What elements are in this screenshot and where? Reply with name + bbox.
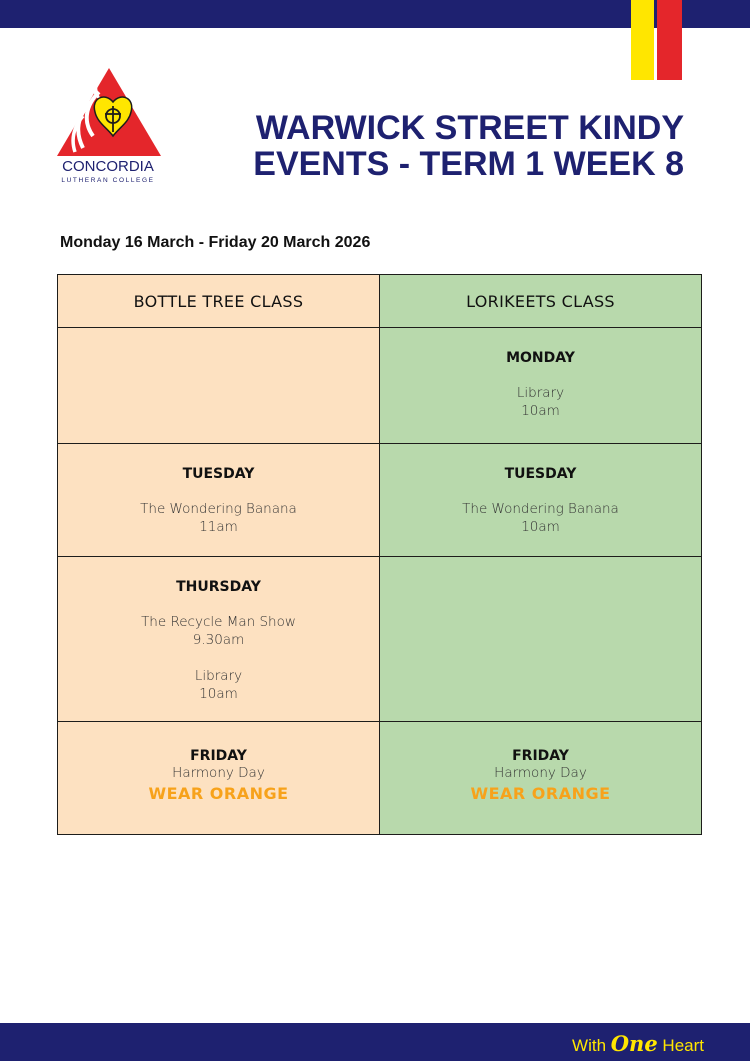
bottle-tree-thursday-cell: [58, 557, 380, 722]
table-header-row: [58, 275, 702, 328]
bottle-tree-empty-cell: [58, 328, 380, 444]
day-label: THURSDAY: [176, 579, 261, 595]
day-label: FRIDAY: [512, 748, 569, 764]
lorikeets-empty-cell: [380, 557, 702, 722]
tagline-after: Heart: [662, 1036, 704, 1055]
concordia-emblem-icon: [55, 62, 163, 158]
column-header-lorikeets: LORIKEETS CLASS: [380, 275, 702, 328]
tagline-before: With: [572, 1036, 607, 1055]
table-row: [58, 444, 702, 557]
day-label: TUESDAY: [504, 466, 577, 482]
tagline: [572, 1031, 704, 1056]
table-row: [58, 328, 702, 444]
wear-orange-note: WEAR ORANGE: [470, 784, 611, 803]
title-line-1: WARWICK STREET KINDY: [255, 109, 684, 147]
lorikeets-tuesday-cell: [380, 444, 702, 557]
wear-orange-note: WEAR ORANGE: [148, 784, 289, 803]
yellow-stripe: [631, 0, 654, 80]
title-line-2: EVENTS - TERM 1 WEEK 8: [253, 145, 684, 183]
table-row: [58, 557, 702, 722]
bottle-tree-friday-cell: [58, 722, 380, 835]
event-name: Harmony Day: [172, 765, 265, 781]
event-time: 10am: [521, 519, 560, 535]
event-name: The Recycle Man Show: [141, 614, 296, 630]
table-row: [58, 722, 702, 835]
column-header-bottle-tree: BOTTLE TREE CLASS: [58, 275, 380, 328]
event-name: Library: [516, 385, 565, 401]
red-stripe: [657, 0, 682, 80]
day-label: FRIDAY: [190, 748, 247, 764]
date-range: Monday 16 March - Friday 20 March 2026: [60, 234, 371, 251]
event-time: 10am: [521, 403, 560, 419]
event-time: 11am: [199, 519, 238, 535]
event-time: 9.30am: [192, 632, 245, 648]
school-logo: [52, 62, 167, 187]
tagline-emphasis: One: [610, 1031, 658, 1056]
bottle-tree-tuesday-cell: [58, 444, 380, 557]
event-name: The Wondering Banana: [140, 501, 297, 517]
lorikeets-monday-cell: [380, 328, 702, 444]
page-title: [253, 110, 684, 182]
event-name: Harmony Day: [494, 765, 587, 781]
event-time: 10am: [199, 686, 238, 702]
lorikeets-friday-cell: [380, 722, 702, 835]
day-label: TUESDAY: [182, 466, 255, 482]
school-name: CONCORDIA: [62, 158, 154, 175]
event-name: The Wondering Banana: [462, 501, 619, 517]
events-table: [57, 274, 702, 835]
day-label: MONDAY: [506, 350, 575, 366]
event-name: Library: [194, 668, 243, 684]
school-subtitle: LUTHERAN COLLEGE: [61, 177, 155, 184]
